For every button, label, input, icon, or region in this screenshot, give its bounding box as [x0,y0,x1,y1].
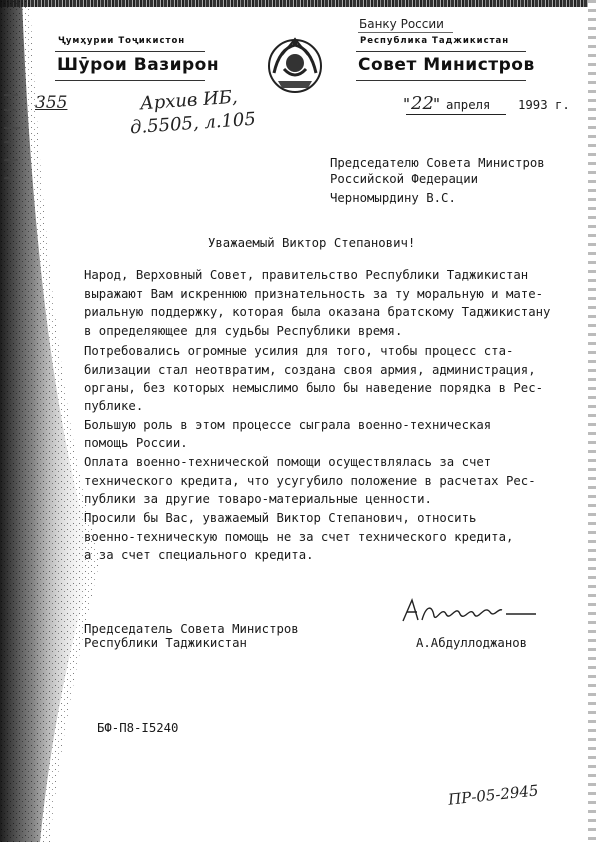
letterhead-right-big: Совет Министров [358,55,535,75]
salutation: Уважаемый Виктор Степанович! [208,236,416,250]
scan-right-edge [588,0,596,842]
body-line: Просили бы Вас, уважаемый Виктор Степанович, относить [84,511,477,525]
body-line: в определяющее для судьбы Республики время. [84,324,403,338]
body-line: выражают Вам искреннюю признательность за ту моральную и мате- [84,287,544,301]
date-quote-open: " [402,95,412,113]
letterhead-right-small: Республика Таджикистан [360,36,510,46]
date-day: 22 [411,93,434,114]
date-underline [406,114,506,115]
letterhead-left-rule-top [55,51,205,52]
signatory-title-2: Республики Таджикистан [84,636,247,650]
doc-code: БФ-П8-I5240 [97,721,179,735]
body-line: Большую роль в этом процессе сыграла военно-техническая [84,418,492,432]
body-line: риальную поддержку, которая была оказана братскому Таджикистану [84,305,551,319]
body-line: билизации стал неотвратим, создана своя армия, администрация, [84,363,536,377]
date-quote-close: " [432,95,442,113]
body-line: технического кредита, что усугубило положение в расчетах Рес- [84,474,536,488]
bank-stamp-underline [358,32,453,33]
body-line: Оплата военно-технической помощи осуществлялась за счет [84,455,492,469]
body-line: органы, без которых немыслимо было бы наведение порядка в Рес- [84,381,544,395]
body-line: военно-техническую помощь не за счет технического кредита, [84,530,514,544]
addressee-line-3: Черномырдину В.С. [330,191,456,205]
body-line: публике. [84,399,144,413]
letterhead-right-rule-top [356,51,526,52]
letterhead-left-big: Шӯрои Вазирон [57,55,220,75]
signatory-title-1: Председатель Совета Министров [84,622,299,636]
addressee-line-2: Российской Федерации [330,172,479,186]
body-line: а за счет специального кредита. [84,548,314,562]
date-year: 1993 г. [518,98,570,112]
body-line: Потребовались огромные усилия для того, чтобы процесс ста- [84,344,514,358]
bank-stamp: Банку России [359,17,444,31]
letterhead-right-rule-bottom [356,80,526,81]
letterhead-left-rule-bottom [55,80,205,81]
state-emblem-icon [264,33,326,95]
date-month: апреля [446,98,491,112]
ref-number: 355 [35,93,68,113]
handwritten-signature [398,596,538,626]
signatory-name: А.Абдуллоджанов [416,636,528,650]
letterhead-left-small: Ҷумҳурии Тоҷикистон [58,36,186,46]
body-line: публики за другие товаро-материальные ценности. [84,492,432,506]
footer-handwritten-number: ПР-05-2945 [447,781,540,809]
archive-note-1: Архив ИБ, [139,86,239,115]
addressee-line-1: Председателю Совета Министров [330,156,545,170]
body-line: помощь России. [84,436,188,450]
body-line: Народ, Верховный Совет, правительство Республики Таджикистан [84,268,529,282]
archive-note-2: д.5505, л.105 [129,108,257,139]
